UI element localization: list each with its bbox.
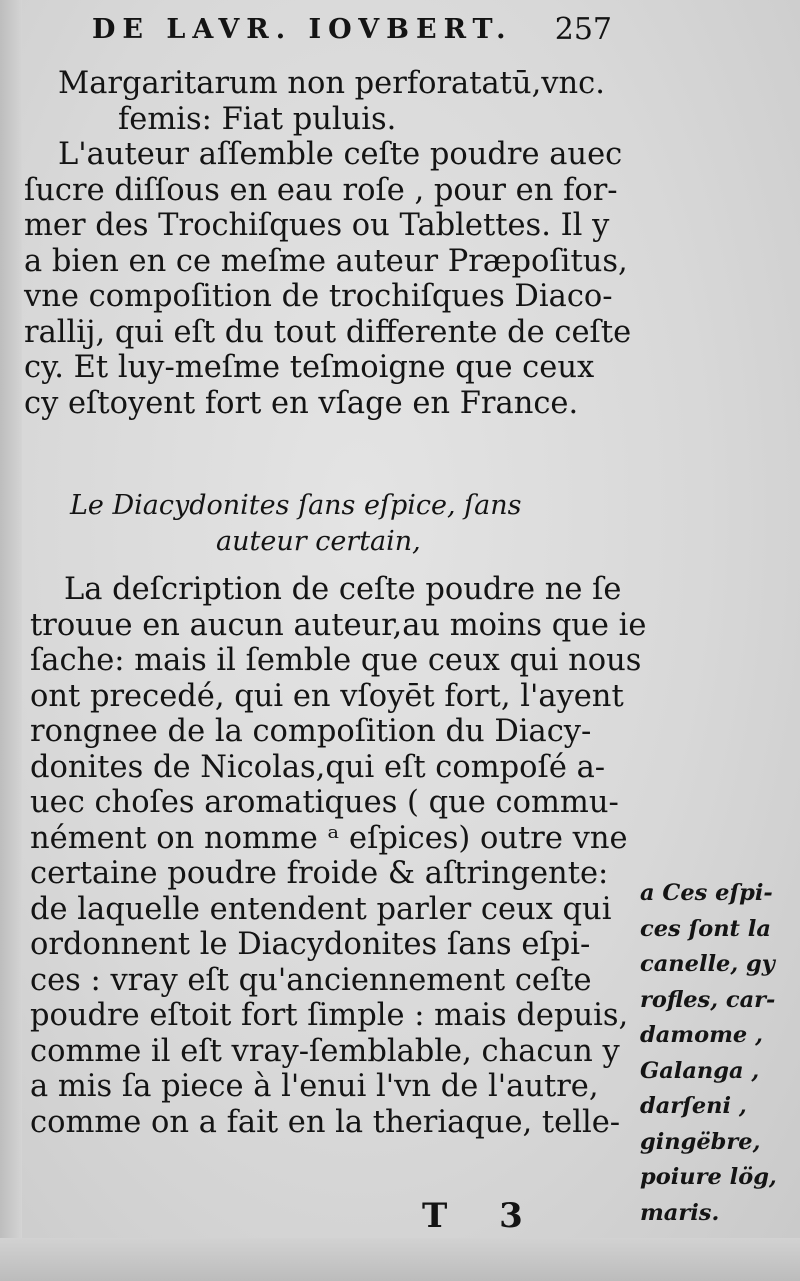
marginal-note: [640, 876, 790, 1231]
text-line: nément on nomme ᵃ eſpices) outre vne: [30, 820, 628, 856]
text-line: a bien en ce meſme auteur Præpoſitus,: [24, 243, 628, 279]
text-line: ſache: mais il ſemble que ceux qui nous: [30, 643, 642, 678]
section-heading: [70, 488, 590, 560]
text-line: a mis ſa piece à l'enui l'vn de l'autre,: [30, 1069, 599, 1104]
text-line: ces : vray eſt qu'anciennement ceſte: [30, 962, 592, 998]
heading-line: Le Diacydonites ſans eſpice, ſans: [70, 490, 522, 521]
text-line: Margaritarum non perforatatū,vnc.: [58, 66, 605, 101]
page-number: 257: [554, 12, 612, 47]
marginal-line: rofles, car-: [640, 986, 776, 1013]
text-line: poudre eſtoit fort ſimple : mais depuis,: [30, 998, 629, 1033]
text-line: ſucre diſſous en eau roſe , pour en for-: [24, 172, 618, 208]
text-line: de laquelle entendent parler ceux qui: [30, 891, 612, 927]
text-line: certaine poudre froide & aſtringente:: [30, 856, 609, 891]
marginal-line: darſeni ,: [640, 1093, 747, 1119]
text-line: cy. Et luy-meſme teſmoigne que ceux: [24, 350, 595, 385]
text-line: femis: Fiat puluis.: [118, 101, 397, 137]
text-line: mer des Trochiſques ou Tablettes. Il y: [24, 208, 610, 243]
text-line: ont precedé, qui en vſoyēt fort, l'ayent: [30, 678, 624, 714]
marginal-line: damome ,: [640, 1022, 763, 1048]
heading-line: auteur certain,: [216, 526, 421, 557]
text-line: L'auteur aſſemble ceſte poudre auec: [58, 137, 623, 172]
text-line: comme on a fait en la theriaque, telle-: [30, 1104, 621, 1140]
marginal-line: canelle, gy: [640, 951, 775, 977]
text-line: donites de Nicolas,qui eſt compoſé a-: [30, 749, 606, 785]
marginal-line: maris.: [640, 1199, 720, 1226]
marginal-line: ces ſont la: [640, 915, 771, 942]
marginal-line: gingëbre,: [640, 1128, 761, 1155]
page-gutter-shadow: [0, 0, 22, 1281]
page-header: [92, 14, 612, 54]
marginal-line: Galanga ,: [640, 1057, 760, 1084]
text-line: rongnee de la compoſition du Diacy-: [30, 714, 592, 749]
marginal-line: poiure lög,: [640, 1164, 777, 1190]
text-line: La deſcription de ceſte poudre ne ſe: [64, 572, 622, 607]
text-line: cy eſtoyent fort en vſage en France.: [24, 385, 579, 421]
text-line: uec choſes aromatiques ( que commu-: [30, 785, 619, 820]
text-line: rallij, qui eſt du tout differente de ceſte: [24, 314, 632, 350]
marginal-line: a Ces eſpi-: [640, 880, 773, 906]
text-line: trouue en aucun auteur,au moins que ie: [30, 607, 647, 643]
running-head: DE LAVR. IOVBERT.: [92, 14, 513, 45]
text-line: vne compoſition de trochiſques Diaco-: [24, 279, 613, 314]
page-bottom-edge: [0, 1238, 800, 1281]
text-line: comme il eſt vray-ſemblable, chacun y: [30, 1033, 620, 1069]
signature-mark: T 3: [422, 1196, 543, 1236]
text-line: ordonnent le Diacydonites ſans eſpi-: [30, 927, 591, 962]
section2-text: [30, 572, 647, 1140]
section1-text: [24, 66, 639, 421]
